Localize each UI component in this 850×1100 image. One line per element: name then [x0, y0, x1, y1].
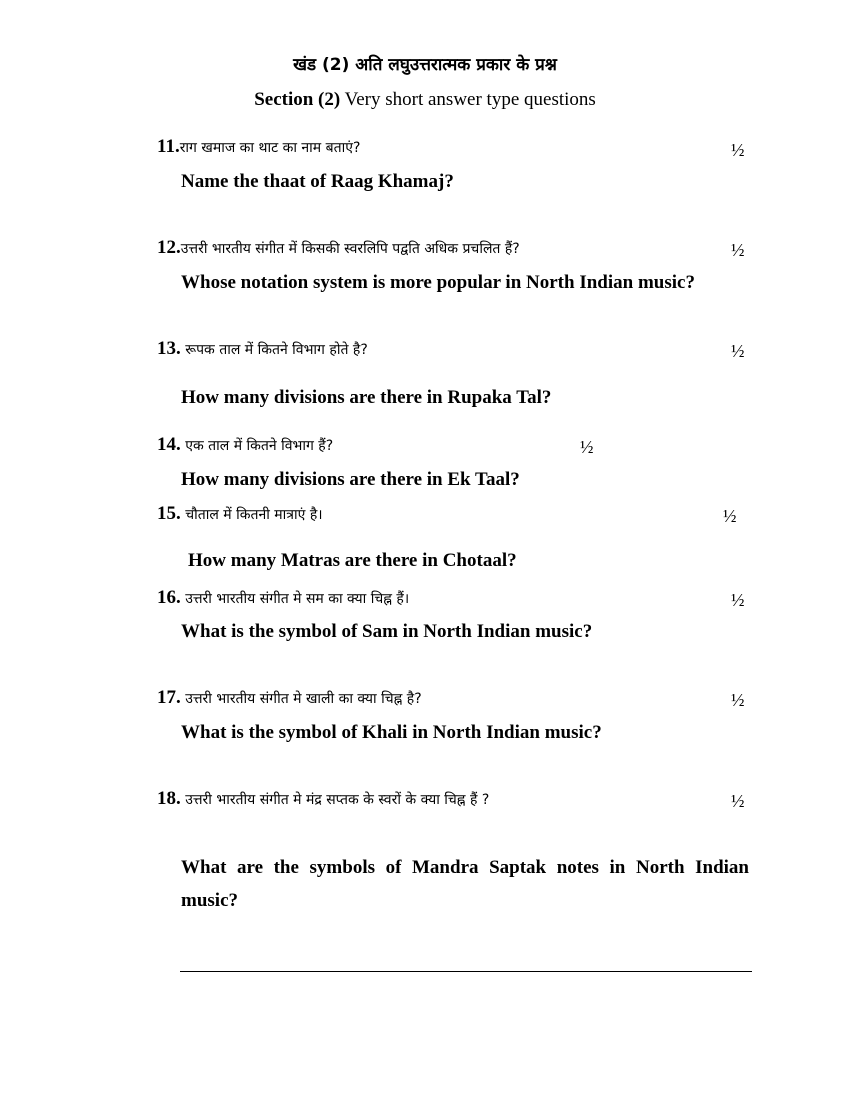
question-13-hindi-text: रूपक ताल में कितने विभाग होते है?: [180, 342, 368, 358]
question-16-marks: ½: [731, 590, 745, 610]
question-17-number: 17.: [157, 687, 181, 708]
question-13-marks: ½: [731, 341, 745, 361]
question-12-english: Whose notation system is more popular in North Indian music?: [181, 272, 695, 293]
question-15-hindi-text: चौताल में कितनी मात्राएं है।: [180, 507, 323, 523]
question-15-number: 15.: [157, 503, 181, 524]
question-16-hindi-text: उत्तरी भारतीय संगीत मे सम का क्या चिह्न हैं।: [180, 591, 410, 607]
question-11-hindi: [157, 136, 360, 158]
question-17-hindi-text: उत्तरी भारतीय संगीत मे खाली का क्या चिह्न है?: [180, 691, 422, 707]
question-14-hindi-text: एक ताल में कितने विभाग हैं?: [180, 438, 334, 454]
question-18-hindi: [157, 788, 489, 810]
question-13-number: 13.: [157, 338, 181, 359]
question-18-number: 18.: [157, 788, 181, 809]
section-title-english: [0, 89, 850, 111]
question-16-english: What is the symbol of Sam in North Indian music?: [181, 621, 593, 642]
question-15-marks: ½: [723, 506, 737, 526]
question-16-hindi: [157, 587, 409, 609]
section-title-hindi: खंड (2) अति लघुउत्तरात्मक प्रकार के प्रश्न: [293, 55, 557, 75]
question-18-english: What are the symbols of Mandra Saptak notes in North Indian music?: [181, 857, 749, 911]
question-13-hindi: [157, 338, 368, 360]
question-13-english: How many divisions are there in Rupaka Tal?: [181, 387, 552, 408]
question-12-hindi-text: उत्तरी भारतीय संगीत में किसकी स्वरलिपि पद्वति अधिक प्रचलित हैं?: [180, 241, 520, 257]
question-11-english: Name the thaat of Raag Khamaj?: [181, 171, 454, 192]
footer-divider: [180, 971, 752, 972]
question-14-english: How many divisions are there in Ek Taal?: [181, 469, 520, 490]
question-11-hindi-text: राग खमाज का थाट का नाम बताएं?: [179, 140, 361, 156]
question-14-marks: ½: [580, 437, 594, 457]
section-title-english-rest: Very short answer type questions: [340, 89, 596, 110]
question-17-english: What is the symbol of Khali in North Indian music?: [181, 722, 602, 743]
question-11-marks: ½: [731, 140, 745, 160]
question-12-marks: ½: [731, 240, 745, 260]
section-title-english-bold: Section (2): [254, 89, 341, 110]
question-12-hindi: [157, 237, 520, 259]
question-17-hindi: [157, 687, 422, 709]
question-14-number: 14.: [157, 434, 181, 455]
question-18-marks: ½: [731, 791, 745, 811]
question-16-number: 16.: [157, 587, 181, 608]
question-14-hindi: [157, 434, 333, 456]
question-17-marks: ½: [731, 690, 745, 710]
question-15-hindi: [157, 503, 323, 525]
question-11-number: 11.: [157, 136, 180, 157]
question-15-english: How many Matras are there in Chotaal?: [188, 550, 517, 571]
question-18-hindi-text: उत्तरी भारतीय संगीत मे मंद्र सप्तक के स्वरों के क्या चिह्न हैं ?: [180, 792, 490, 808]
question-12-number: 12.: [157, 237, 181, 258]
